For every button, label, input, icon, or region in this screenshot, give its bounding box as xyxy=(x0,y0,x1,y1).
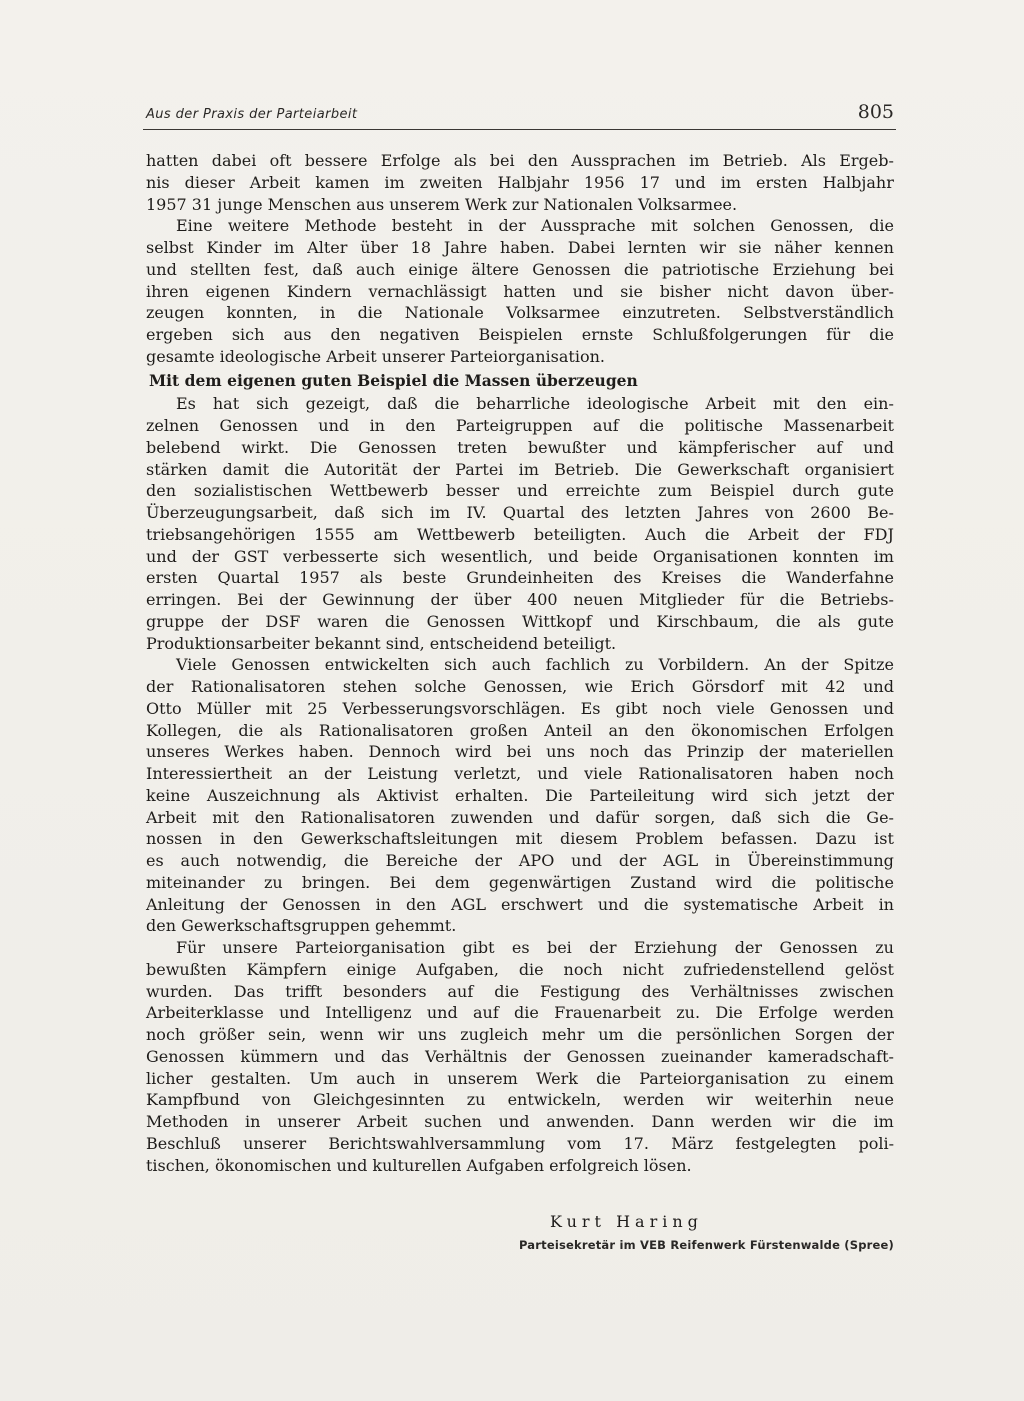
page-number: 805 xyxy=(857,101,894,123)
text-line: Es hat sich gezeigt, daß die beharrliche ideologische Arbeit mit den ein- xyxy=(176,394,894,414)
text-line: Kollegen, die als Rationalisatoren großen Anteil an den ökonomischen Erfolgen xyxy=(146,720,894,740)
text-line: keine Auszeichnung als Aktivist erhalten. Die Parteileitung wird sich jetzt der xyxy=(146,785,894,805)
text-line: selbst Kinder im Alter über 18 Jahre haben. Dabei lernten wir sie näher kennen xyxy=(146,238,894,257)
text-line: zeugen konnten, in die Nationale Volksarmee einzutreten. Selbstverständlich xyxy=(146,303,894,323)
signature-block xyxy=(146,1212,894,1262)
text-line: es auch notwendig, die Bereiche der APO und der AGL in Übereinstimmung xyxy=(146,851,894,870)
text-line: den Gewerkschaftsgruppen gehemmt. xyxy=(146,916,457,936)
text-line: ersten Quartal 1957 als beste Grundeinheiten des Kreises die Wanderfahne xyxy=(146,568,894,588)
text-line: gruppe der DSF waren die Genossen Wittkopf und Kirschbaum, die als gute xyxy=(146,611,894,631)
text-line: ihren eigenen Kindern vernachlässigt hatten und sie bisher nicht davon über- xyxy=(146,281,894,301)
text-line: Interessiertheit an der Leistung verletzt, und viele Rationalisatoren haben noch xyxy=(146,764,894,783)
header-rule xyxy=(143,129,896,130)
text-line: hatten dabei oft bessere Erfolge als bei den Aussprachen im Betrieb. Als Ergeb- xyxy=(146,151,894,170)
text-line: triebsangehörigen 1555 am Wettbewerb beteiligten. Auch die Arbeit der FDJ xyxy=(146,524,894,544)
text-line: licher gestalten. Um auch in unserem Werk die Parteiorganisation zu einem xyxy=(146,1068,894,1088)
text-line: Produktionsarbeiter bekannt sind, entscheidend beteiligt. xyxy=(146,633,617,653)
text-line: Eine weitere Methode besteht in der Aussprache mit solchen Genossen, die xyxy=(176,216,894,236)
author-role: Parteisekretär im VEB Reifenwerk Fürstenwalde (Spree) xyxy=(518,1238,894,1252)
text-line: Viele Genossen entwickelten sich auch fachlich zu Vorbildern. An der Spitze xyxy=(176,655,894,675)
running-header xyxy=(146,103,894,129)
text-line: und der GST verbesserte sich wesentlich, und beide Organisationen konnten im xyxy=(146,546,894,566)
text-line: gesamte ideologische Arbeit unserer Parteiorganisation. xyxy=(146,346,605,366)
text-line: bewußten Kämpfern einige Aufgaben, die noch nicht zufriedenstellend gelöst xyxy=(146,959,894,979)
text-line: Genossen kümmern und das Verhältnis der Genossen zueinander kameradschaft- xyxy=(146,1046,894,1066)
text-line: Beschluß unserer Berichtswahlversammlung vom 17. März festgelegten poli- xyxy=(146,1133,894,1153)
text-line: zelnen Genossen und in den Parteigruppen auf die politische Massenarbeit xyxy=(146,416,894,435)
section-title: Aus der Praxis der Parteiarbeit xyxy=(146,107,358,122)
text-line: erringen. Bei der Gewinnung der über 400 neuen Mitglieder für die Betriebs- xyxy=(146,590,894,609)
text-line: wurden. Das trifft besonders auf die Festigung des Verhältnisses zwischen xyxy=(146,981,894,1001)
text-line: Arbeiterklasse und Intelligenz und auf die Frauenarbeit zu. Die Erfolge werden xyxy=(146,1003,894,1023)
text-line: Für unsere Parteiorganisation gibt es bei der Erziehung der Genossen zu xyxy=(176,938,894,957)
text-line: Methoden in unserer Arbeit suchen und anwenden. Dann werden wir die im xyxy=(146,1112,894,1131)
text-line: nossen in den Gewerkschaftsleitungen mit diesem Problem befassen. Dazu ist xyxy=(146,829,894,849)
text-line: miteinander zu bringen. Bei dem gegenwärtigen Zustand wird die politische xyxy=(146,872,894,892)
text-line: stärken damit die Autorität der Partei im Betrieb. Die Gewerkschaft organisiert xyxy=(146,459,894,479)
author-name: Kurt Haring xyxy=(550,1212,703,1231)
text-line: tischen, ökonomischen und kulturellen Aufgaben erfolgreich lösen. xyxy=(146,1155,692,1175)
text-line: Arbeit mit den Rationalisatoren zuwenden und dafür sorgen, daß sich die Ge- xyxy=(146,807,894,827)
section-heading: Mit dem eigenen guten Beispiel die Massen überzeugen xyxy=(149,370,638,390)
text-line: nis dieser Arbeit kamen im zweiten Halbjahr 1956 17 und im ersten Halbjahr xyxy=(146,172,894,192)
text-line: Überzeugungsarbeit, daß sich im IV. Quartal des letzten Jahres von 2600 Be- xyxy=(146,503,894,522)
text-line: Anleitung der Genossen in den AGL erschwert und die systematische Arbeit in xyxy=(146,894,894,914)
text-line: ergeben sich aus den negativen Beispielen ernste Schlußfolgerungen für die xyxy=(146,325,894,344)
article-body xyxy=(146,150,894,1176)
text-line: unseres Werkes haben. Dennoch wird bei uns noch das Prinzip der materiellen xyxy=(146,742,894,762)
text-line: der Rationalisatoren stehen solche Genossen, wie Erich Görsdorf mit 42 und xyxy=(146,677,894,696)
text-line: noch größer sein, wenn wir uns zugleich mehr um die persönlichen Sorgen der xyxy=(146,1025,894,1044)
text-line: belebend wirkt. Die Genossen treten bewußter und kämpferischer auf und xyxy=(146,437,894,457)
text-line: Kampfbund von Gleichgesinnten zu entwickeln, werden wir weiterhin neue xyxy=(146,1090,894,1110)
text-line: und stellten fest, daß auch einige ältere Genossen die patriotische Erziehung bei xyxy=(146,259,894,279)
text-line: 1957 31 junge Menschen aus unserem Werk zur Nationalen Volksarmee. xyxy=(146,194,738,214)
text-line: Otto Müller mit 25 Verbesserungsvorschlägen. Es gibt noch viele Genossen und xyxy=(146,698,894,718)
text-line: den sozialistischen Wettbewerb besser und erreichte zum Beispiel durch gute xyxy=(146,481,894,501)
